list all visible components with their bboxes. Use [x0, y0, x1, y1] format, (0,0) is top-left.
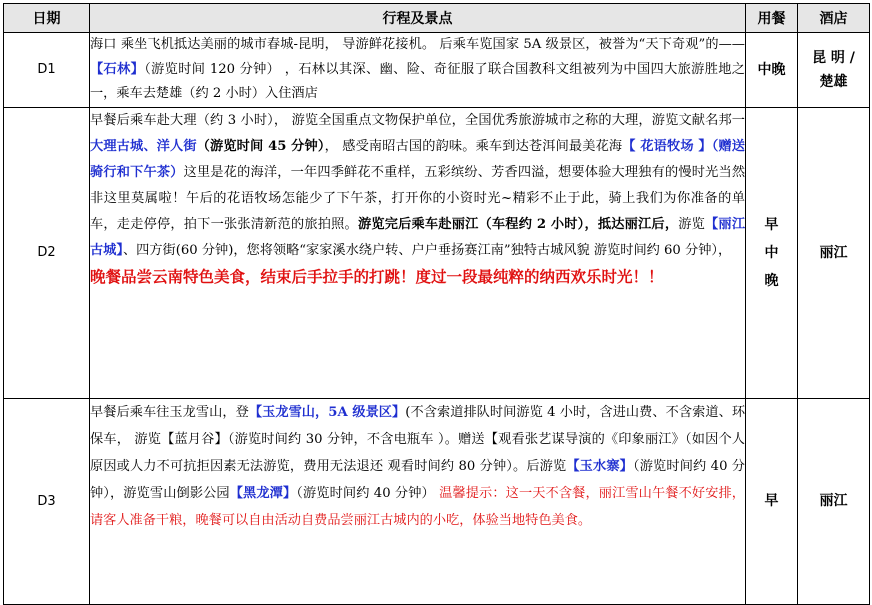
meal-label: 中晚: [757, 61, 786, 78]
table-header-row: [4, 4, 870, 33]
itinerary-cell: [90, 33, 746, 108]
meal-label: 中: [764, 244, 779, 261]
hotel-label: 楚雄: [819, 73, 848, 90]
itinerary-cell: [90, 398, 746, 604]
meal-label: 早: [764, 216, 779, 233]
transfer-text: 游览完后乘车赴丽江（车程约 2 小时），抵达丽江后，: [357, 216, 679, 232]
itinerary-text: 海口 乘坐飞机抵达美丽的城市春城-昆明， 导游鲜花接机。 后乘车览国家 5A 级景区，被誉为“天下奇观”的——: [90, 37, 745, 52]
meal-cell: [746, 33, 798, 108]
attraction-jade-dragon: 【玉龙雪山，5A 级景区】: [248, 404, 406, 420]
attraction-black-dragon-pool: 【黑龙潭】: [229, 485, 297, 501]
day-cell: D1: [4, 33, 90, 108]
hotel-cell: [798, 107, 870, 398]
header-hotel: 酒店: [798, 4, 870, 33]
itinerary-text: （游览时间约 40 分钟），游览雪山倒影公园: [90, 458, 745, 501]
itinerary-text: ， 感受南昭古国的韵味。乘车到达苍洱间最美花海: [324, 138, 623, 154]
header-day: 日期: [4, 4, 90, 33]
itinerary-table: [3, 3, 870, 605]
itinerary-text: 这里是花的海洋，一年四季鲜花不重样，五彩缤纷、芳香四溢，想要体验大理独有的慢时光当然非这里莫属啦！午后的花语牧场怎能少了下午茶，打开你的小资时光~精彩不止于此，骑上我们为你准备的单车，走走停停，拍下一张张清新范的旅拍照。: [90, 164, 746, 232]
header-meal: 用餐: [746, 4, 798, 33]
meal-cell: [746, 398, 798, 604]
table-row-d2: [4, 107, 870, 398]
warm-tip: 温馨提示：这一天不含餐，丽江雪山午餐不好安排，请客人准备干粮，晚餐可以自由活动自费品尝丽江古城内的小吃，体验当地特色美食。: [90, 485, 745, 528]
hotel-label: 昆 明 /: [812, 49, 855, 66]
dinner-highlight: 晚餐品尝云南特色美食，结束后手拉手的打跳！度过一段最纯粹的纳西欢乐时光！！: [90, 267, 664, 287]
itinerary-text: 早餐后乘车赴大理（约 3 小时）， 游览全国重点文物保护单位，全国优秀旅游城市之称的大理，游览文献名邦一: [90, 112, 745, 128]
itinerary-text: 早餐后乘车往玉龙雪山，登: [90, 404, 249, 420]
itinerary-text: 、四方街(60 分钟)，您将领略“家家溪水绕户转、户户垂扬赛江南”独特古城风貌 游览时间约 60 分钟），: [122, 242, 732, 258]
itinerary-text: (不含索道排队时间游览 4 小时，含进山费、不含索道、环保车， 游览【蓝月谷】（游览时间约 30 分钟，不含电瓶车 ）。赠送【观看张艺谋导演的《印象丽江》（如因个人原因或人力不可抗拒因素无法游览，费用无法退还 观看时间约 80 分钟）。后游览: [90, 404, 746, 474]
hotel-cell: [798, 33, 870, 108]
duration-text: （游览时间 45 分钟）: [196, 138, 325, 154]
attraction-stone-forest: 【石林】: [90, 61, 145, 77]
meal-label: 早: [764, 493, 779, 509]
meal-cell: [746, 107, 798, 398]
hotel-cell: [798, 398, 870, 604]
table-row-d3: [4, 398, 870, 604]
itinerary-text: （游览时间约 40 分钟）: [296, 485, 435, 501]
attraction-flower-ranch: 【 花语牧场 】（赠送骑行和下午茶）: [90, 138, 745, 180]
hotel-label: 丽江: [819, 244, 848, 261]
itinerary-cell: [90, 107, 746, 398]
day-cell: D2: [4, 107, 90, 398]
attraction-lijiang-old-town: 【丽江古城】: [90, 216, 746, 258]
header-itinerary: 行程及景点: [90, 4, 746, 33]
table-row-d1: [4, 33, 870, 108]
hotel-label: 丽江: [819, 493, 848, 509]
attraction-yushui-village: 【玉水寨】: [566, 458, 633, 474]
itinerary-text: （游览时间 120 分钟） ，石林以其深、幽、险、奇征服了联合国教科文组被列为中国四大旅游胜地之一，乘车去楚雄（约 2 小时）入住酒店: [90, 61, 745, 101]
day-cell: D3: [4, 398, 90, 604]
itinerary-text: 游览: [678, 216, 706, 232]
meal-label: 晚: [764, 272, 779, 289]
attraction-dali-old-town: 大理古城、洋人街: [90, 138, 197, 154]
